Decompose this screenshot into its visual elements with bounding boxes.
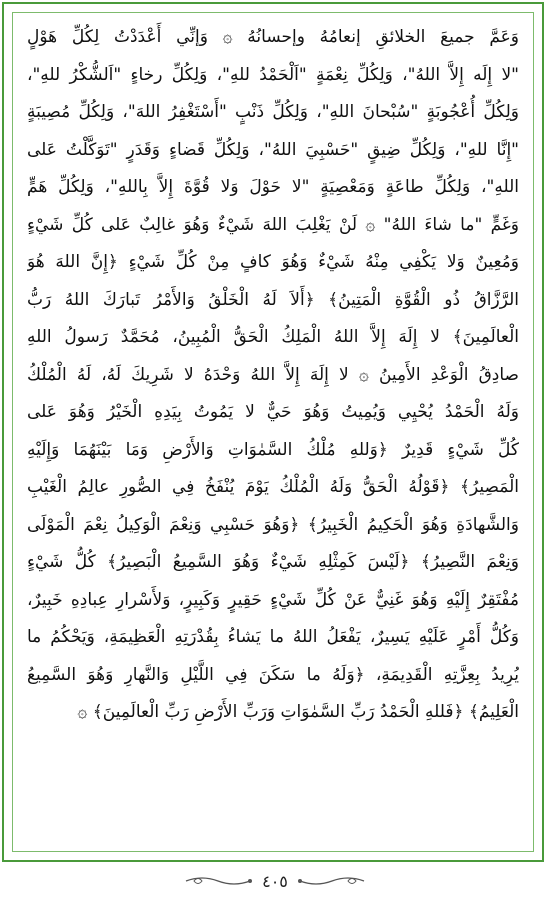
- page-number-ornament: [184, 872, 366, 891]
- left-ornament-icon: [184, 873, 254, 889]
- text-line: الْعَلِيمُ﴾ ﴿فَللهِ الْحَمْدُ رَبِّ السَّمٰوَاتِ وَرَبِّ الأَرْضِ رَبِّ الْعالَمِينَ﴾ ۞: [77, 702, 519, 722]
- text-line: صادِقُ الْوَعْدِ الأَمِينُ ۞ لا إِلَهَ إِلاَّ اللهُ وَحْدَهُ لا شَرِيكَ لَهُ، لَهُ الْمُلْكُ: [27, 364, 519, 385]
- text-line: يُرِيدُ بِعِزَّتِهِ الْقَدِيمَةِ، ﴿وَلَهُ ما سَكَنَ فِي اللَّيْلِ وَالنَّهارِ وَهُوَ السَّمِيعُ: [27, 664, 519, 685]
- page-frame-inner: [12, 12, 534, 852]
- text-line: الْعالَمِينَ﴾ لا إِلَهَ إِلاَّ اللهُ الْمَلِكُ الْحَقُّ الْمُبِينُ، مُحَمَّدٌ رَسولُ اللهِ: [27, 327, 519, 347]
- text-line: مُفْتَقِرٌ إِلَيْهِ وَهُوَ غَنِيٌّ عَنْ كُلِّ شَيْءٍ حَقِيرٍ وَكَبِيرٍ، وَلأَسْرارِ عِبادِهِ خَبِيرٌ،: [27, 589, 519, 610]
- text-line: وَكُلُّ أَمْرٍ عَلَيْهِ يَسِيرٌ، يَفْعَلُ اللهُ ما يَشاءُ بِقُدْرَتِهِ الْعَظِيمَةِ، وَيَحْكُمُ ما: [27, 627, 519, 647]
- text-line: وَعَمَّ جميعَ الخلائقِ إنعامُهُ وإحسانُهُ ۞ وَإنِّي أَعْدَدْتُ لِكُلِّ هَوْلٍ: [27, 27, 519, 47]
- page-number: ٤٠٥: [262, 871, 288, 891]
- text-line: وَغَمٍّ "ما شاءَ اللهُ" ۞ لَنْ يَغْلِبَ اللهَ شَيْءٌ وَهُوَ غالِبٌ عَلى كُلِّ شَيْءٍ: [27, 214, 519, 235]
- text-line: "إِنَّا للهِ"، وَلِكُلِّ ضِيقٍ "حَسْبِيَ اللهُ"، وَلِكُلِّ قَضاءٍ وَقَدَرٍ "تَوَكَّلْتُ عَلى: [27, 139, 519, 160]
- text-line: اللهِ"، وَلِكُلِّ طاعَةٍ وَمَعْصِيَةٍ "لا حَوْلَ وَلا قُوَّةَ إِلاَّ بِاللهِ"، وَلِكُلِّ هَمٍّ: [27, 177, 519, 197]
- text-block: [27, 19, 519, 732]
- page-frame-outer: [2, 2, 544, 862]
- text-line: وَالشَّهادَةِ وَهُوَ الْحَكِيمُ الْخَبِيرُ﴾ ﴿وَهُوَ حَسْبِي وَنِعْمَ الْوَكِيلُ نِعْمَ الْمَوْلَى: [27, 514, 519, 535]
- text-line: "لا إِلَه إِلاَّ اللهُ"، وَلِكُلِّ نِعْمَةٍ "اَلْحَمْدُ للهِ"، وَلِكُلِّ رخاءٍ "اَلشُّكْرُ للهِ"،: [27, 64, 519, 85]
- text-line: الرَّزَّاقُ ذُو الْقُوَّةِ الْمَتِينُ﴾ ﴿أَلاَ لَهُ الْخَلْقُ وَالأَمْرُ تَبارَكَ اللهُ رَبُّ: [27, 289, 519, 310]
- page-footer: [0, 866, 550, 896]
- text-line: كُلِّ شَيْءٍ قَدِيرٌ ﴿وَللهِ مُلْكُ السَّمٰوَاتِ وَالأَرْضِ وَمَا بَيْنَهُمَا وَإِلَيْهِ: [27, 439, 519, 460]
- text-line: وَمُعِينٌ وَلا يَكْفِي مِنْهُ شَيْءٌ وَهُوَ كافٍ مِنْ كُلِّ شَيْءٍ ﴿إِنَّ اللهَ هُوَ: [27, 252, 519, 272]
- text-line: وَلِكُلِّ أُعْجُوبَةٍ "سُبْحانَ اللهِ"، وَلِكُلِّ ذَنْبٍ "أَسْتَغْفِرُ اللهَ"، وَلِكُلِّ مُصِيبَةٍ: [27, 102, 519, 122]
- right-ornament-icon: [296, 873, 366, 889]
- text-line: وَنِعْمَ النَّصِيرُ﴾ ﴿لَيْسَ كَمِثْلِهِ شَيْءٌ وَهُوَ السَّمِيعُ الْبَصِيرُ﴾ كُلُّ شَيْءٍ: [27, 552, 519, 572]
- text-line: وَلَهُ الْحَمْدُ يُحْيِي وَيُمِيتُ وَهُوَ حَيٌّ لا يَمُوتُ بِيَدِهِ الْخَيْرُ وَهُوَ عَلى: [27, 402, 519, 422]
- text-line: الْمَصِيرُ﴾ ﴿قَوْلُهُ الْحَقُّ وَلَهُ الْمُلْكُ يَوْمَ يُنْفَخُ فِي الصُّورِ عالِمُ الْغَيْبِ: [27, 477, 519, 497]
